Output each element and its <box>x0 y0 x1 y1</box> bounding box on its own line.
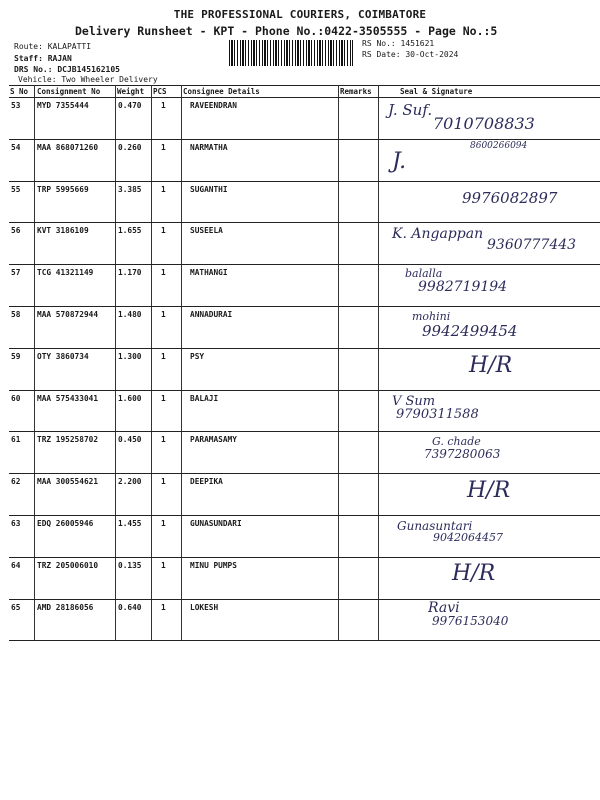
sno-cell: 61 <box>11 435 21 445</box>
header-seal: Seal & Signature <box>400 87 473 96</box>
signature-phone: 9976153040 <box>432 613 509 628</box>
consignment-cell: KVT 3186109 <box>37 226 89 236</box>
signature-phone: 9942499454 <box>422 322 518 340</box>
consignee-cell: ANNADURAI <box>190 310 233 319</box>
weight-cell: 0.470 <box>118 101 142 110</box>
table-row <box>0 432 600 474</box>
signature-mark: H/R <box>467 478 511 504</box>
header-top-rule <box>9 85 600 86</box>
sno-cell: 55 <box>11 184 21 194</box>
pcs-cell: 1 <box>161 226 166 236</box>
weight-cell: 1.170 <box>118 268 142 278</box>
consignment-cell: AMD 28186056 <box>37 602 94 612</box>
signature-mark: Ravi <box>428 599 460 616</box>
sno-cell: 54 <box>11 142 21 152</box>
sno-cell: 59 <box>11 351 21 361</box>
route-label: Route: KALAPATTI <box>14 42 92 51</box>
sno-cell: 53 <box>11 101 21 110</box>
consignment-cell: MAA 575433041 <box>37 393 99 403</box>
barcode <box>229 40 353 66</box>
signature-mark: K. Angappan <box>392 226 484 243</box>
table-row <box>0 391 600 433</box>
table-row <box>0 98 600 140</box>
consignee-cell: GUNASUNDARI <box>190 519 242 528</box>
signature-phone: J. <box>392 148 407 174</box>
consignee-cell: MATHANGI <box>190 268 228 278</box>
company-title: THE PROFESSIONAL COURIERS, COIMBATORE <box>173 8 427 21</box>
table-row <box>0 182 600 224</box>
pcs-cell: 1 <box>161 184 166 194</box>
signature-mark: J. Suf. <box>388 101 433 119</box>
consignee-cell: BALAJI <box>190 393 219 403</box>
staff-label: Staff: RAJAN <box>14 54 72 63</box>
weight-cell: 1.655 <box>118 226 142 236</box>
signature-mark: Gunasuntari <box>397 519 473 533</box>
table-row <box>0 600 600 642</box>
weight-cell: 0.135 <box>118 560 142 570</box>
weight-cell: 3.385 <box>118 184 142 194</box>
signature-mark: V Sum <box>392 393 436 409</box>
signature-mark: mohini <box>412 310 451 323</box>
pcs-cell: 1 <box>161 351 166 361</box>
runsheet-subtitle: Delivery Runsheet - KPT - Phone No.:0422-3505555 - Page No.:5 <box>75 24 498 38</box>
table-row <box>0 140 600 182</box>
signature-phone: 9042064457 <box>433 531 503 544</box>
sno-cell: 58 <box>11 310 21 319</box>
consignee-cell: MINU PUMPS <box>190 560 237 570</box>
pcs-cell: 1 <box>161 435 166 445</box>
drs-label: DRS No.: DCJB145162105 <box>14 65 120 74</box>
header-consignment: Consignment No <box>37 87 101 96</box>
header-weight: Weight <box>117 87 145 96</box>
consignment-cell: EDQ 26005946 <box>37 519 94 528</box>
sno-cell: 64 <box>11 560 21 570</box>
pcs-cell: 1 <box>161 101 166 110</box>
table-row <box>0 307 600 349</box>
table-row <box>0 223 600 265</box>
weight-cell: 1.600 <box>118 393 142 403</box>
signature-phone: 7397280063 <box>424 447 501 462</box>
consignment-cell: MAA 300554621 <box>37 477 99 487</box>
consignee-cell: PARAMASAMY <box>190 435 237 445</box>
signature-phone: 9982719194 <box>418 279 508 296</box>
pcs-cell: 1 <box>161 142 166 152</box>
weight-cell: 0.640 <box>118 602 142 612</box>
consignee-cell: DEEPIKA <box>190 477 223 487</box>
vehicle-label: Vehicle: Two Wheeler Delivery <box>18 75 158 84</box>
consignment-cell: TRZ 195258702 <box>37 435 99 445</box>
pcs-cell: 1 <box>161 477 166 487</box>
signature-mark: G. chade <box>432 435 481 449</box>
table-row <box>0 349 600 391</box>
consignment-cell: TCG 41321149 <box>37 268 94 278</box>
signature-mark: 8600266094 <box>470 140 528 151</box>
sno-cell: 62 <box>11 477 21 487</box>
consignee-cell: SUGANTHI <box>190 184 228 194</box>
table-row <box>0 474 600 516</box>
header-pcs: PCS <box>153 87 167 96</box>
signature-mark: H/R <box>469 352 513 378</box>
consignment-cell: MAA 868071260 <box>37 142 99 152</box>
table-row <box>0 516 600 558</box>
signature-mark: H/R <box>452 560 496 586</box>
consignment-cell: MYD 7355444 <box>37 101 89 110</box>
table-row <box>0 265 600 307</box>
consignment-cell: OTY 3860734 <box>37 351 89 361</box>
weight-cell: 0.260 <box>118 142 142 152</box>
sno-cell: 63 <box>11 519 21 528</box>
consignment-cell: TRP 5995669 <box>37 184 89 194</box>
weight-cell: 0.450 <box>118 435 142 445</box>
pcs-cell: 1 <box>161 519 166 528</box>
weight-cell: 1.480 <box>118 310 142 319</box>
pcs-cell: 1 <box>161 268 166 278</box>
consignee-cell: SUSEELA <box>190 226 223 236</box>
pcs-cell: 1 <box>161 393 166 403</box>
consignee-cell: PSY <box>190 351 205 361</box>
consignee-cell: NARMATHA <box>190 142 228 152</box>
weight-cell: 1.300 <box>118 351 142 361</box>
signature-mark: balalla <box>405 267 443 281</box>
pcs-cell: 1 <box>161 310 166 319</box>
pcs-cell: 1 <box>161 602 166 612</box>
signature-phone: 7010708833 <box>433 114 535 133</box>
header-remarks: Remarks <box>340 87 372 96</box>
consignment-cell: TRZ 205006010 <box>37 560 99 570</box>
sno-cell: 65 <box>11 602 21 612</box>
rs-date: RS Date: 30-Oct-2024 <box>362 50 459 59</box>
sno-cell: 56 <box>11 226 21 236</box>
rs-number: RS No.: 1451621 <box>362 39 435 48</box>
pcs-cell: 1 <box>161 560 166 570</box>
table-row <box>0 558 600 600</box>
consignee-cell: RAVEENDRAN <box>190 101 237 110</box>
sno-cell: 60 <box>11 393 21 403</box>
row-divider <box>9 640 600 641</box>
consignment-cell: MAA 570872944 <box>37 310 99 319</box>
sno-cell: 57 <box>11 268 21 278</box>
weight-cell: 1.455 <box>118 519 142 528</box>
header-sno: S No <box>10 87 29 96</box>
header-consignee: Consignee Details <box>183 87 260 96</box>
signature-phone: 9790311588 <box>396 406 479 422</box>
signature-phone: 9976082897 <box>462 188 558 207</box>
signature-phone: 9360777443 <box>487 237 577 254</box>
weight-cell: 2.200 <box>118 477 142 487</box>
consignee-cell: LOKESH <box>190 602 219 612</box>
